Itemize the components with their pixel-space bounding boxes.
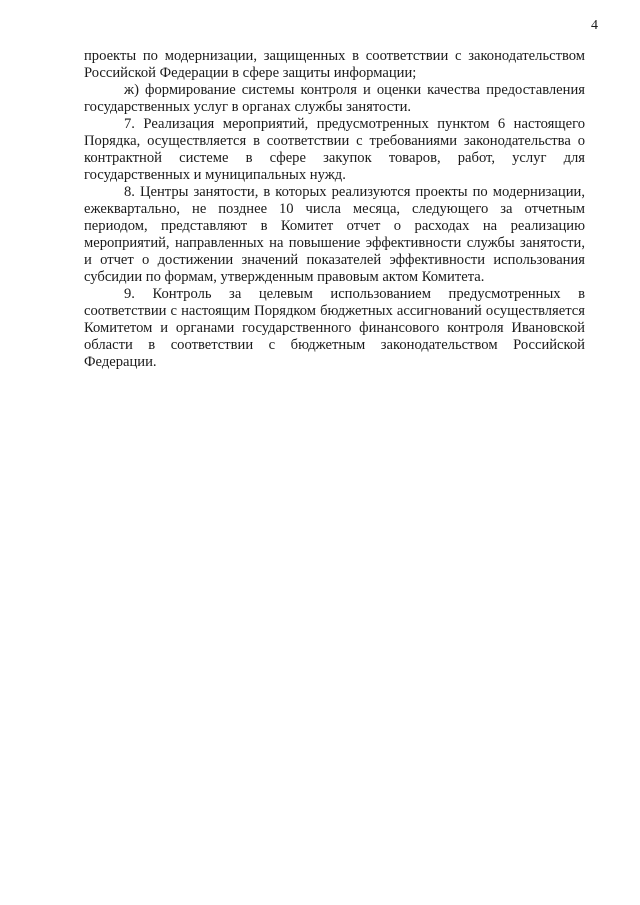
paragraph-item-9: 9. Контроль за целевым использованием предусмотренных в соответствии с настоящим Порядком бюджетных ассигнований осуществляется Комитетом и органами государственного финансового контроля Ивановской области в соответствии с бюджетным законодательством Российской Федерации.	[84, 286, 585, 370]
document-body	[84, 48, 585, 371]
page-number: 4	[591, 18, 598, 33]
paragraph-item-zh: ж) формирование системы контроля и оценки качества предоставления государственных услуг в органах службы занятости.	[84, 82, 585, 115]
paragraph-item-8: 8. Центры занятости, в которых реализуются проекты по модернизации, ежеквартально, не позднее 10 числа месяца, следующего за отчетным периодом, представляют в Комитет отчет о расходах на реализацию мероприятий, направленных на повышение эффективности службы занятости, и отчет о достижении значений показателей эффективности использования субсидии по формам, утвержденным правовым актом Комитета.	[84, 184, 585, 285]
paragraph-item-7: 7. Реализация мероприятий, предусмотренных пунктом 6 настоящего Порядка, осуществляется в соответствии с требованиями законодательства о контрактной системе в сфере закупок товаров, работ, услуг для государственных и муниципальных нужд.	[84, 116, 585, 183]
paragraph-continuation: проекты по модернизации, защищенных в соответствии с законодательством Российской Федерации в сфере защиты информации;	[84, 48, 585, 81]
